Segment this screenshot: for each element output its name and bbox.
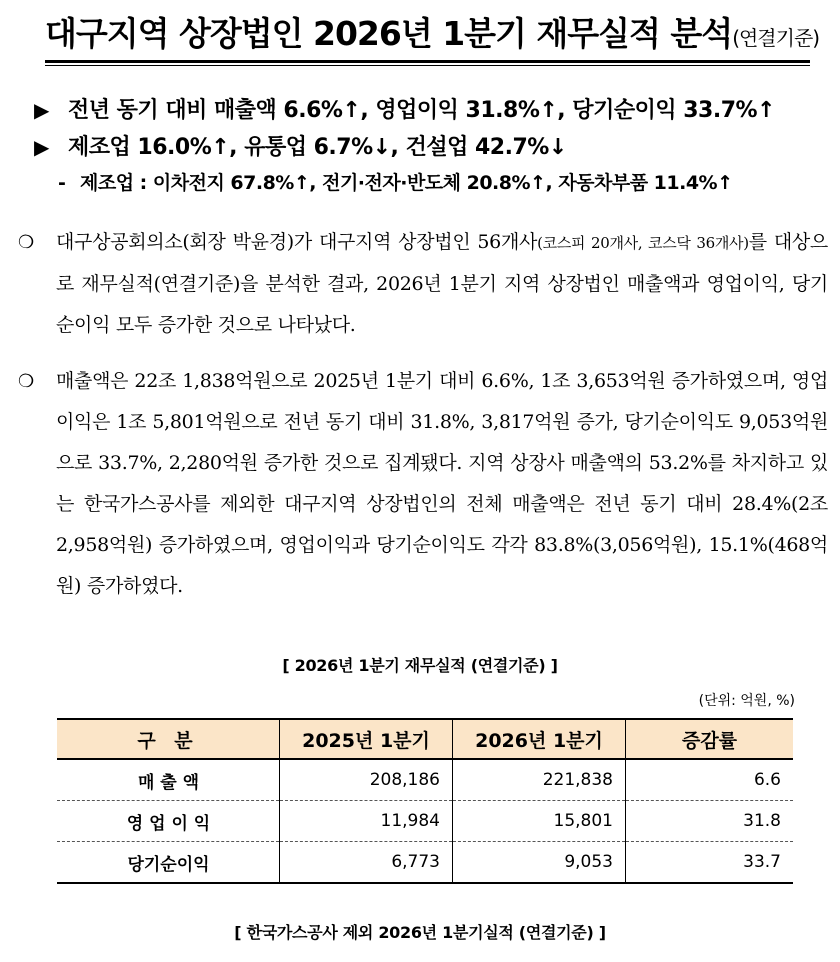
paragraph-1-text [56,222,828,346]
cell-value: 31.8 [626,801,794,842]
cell-value: 11,984 [280,801,453,842]
row-label: 매 출 액 [57,759,280,801]
title-rule-thick [45,60,810,63]
cell-value: 15,801 [453,801,626,842]
summary-box [34,92,824,200]
cell-value: 221,838 [453,759,626,801]
summary-text-2: 제조업 16.0%↑, 유통업 6.7%↓, 건설업 42.7%↓ [68,135,567,160]
summary-text-1: 전년 동기 대비 매출액 6.6%↑, 영업이익 31.8%↑, 당기순이익 33.7%↑ [68,98,775,123]
table-row [57,759,793,801]
triangle-bullet-icon: ▶ [34,98,49,122]
summary-line-3 [34,166,824,200]
table1-unit: (단위: 억원, %) [698,693,795,709]
cell-value: 6.6 [626,759,794,801]
table-row [57,801,793,842]
cell-value: 6,773 [280,842,453,884]
report-title [45,10,820,64]
triangle-bullet-icon: ▶ [34,135,49,159]
header-2025q1: 2025년 1분기 [280,719,453,759]
header-change-rate: 증감률 [626,719,794,759]
header-2026q1: 2026년 1분기 [453,719,626,759]
paragraph-1-part2: (코스피 20개사, 코스닥 36개사) [537,234,749,252]
cell-value: 208,186 [280,759,453,801]
table2-caption: [ 한국가스공사 제외 2026년 1분기실적 (연결기준) ] [234,923,606,942]
financial-table [57,718,793,884]
table-header-row [57,719,793,759]
table-row [57,842,793,884]
paragraph-1 [18,222,828,346]
title-sub: (연결기준) [732,26,820,50]
paragraph-1-part1: 대구상공회의소(회장 박윤경)가 대구지역 상장법인 56개사 [56,231,538,253]
circle-bullet-icon: ❍ [18,232,35,253]
dash-bullet: - [58,172,66,194]
paragraph-1-part3: 를 대상으로 재무실적(연결기준)을 분석한 결과, 2026년 1분기 지역 상장법인 매출액과 영업이익, 당기순이익 모두 증가한 것으로 나타났다. [56,231,828,336]
table1-caption: [ 2026년 1분기 재무실적 (연결기준) ] [282,656,558,675]
paragraph-2 [18,361,828,607]
cell-value: 33.7 [626,842,794,884]
title-rule-thin [45,65,810,66]
summary-text-3: 제조업 : 이차전지 67.8%↑, 전기·전자·반도체 20.8%↑, 자동차부품 11.4%↑ [80,172,733,194]
header-category: 구 분 [57,719,280,759]
row-label: 영 업 이 익 [57,801,280,842]
summary-line-1 [34,92,824,129]
circle-bullet-icon: ❍ [18,371,35,392]
title-main: 대구지역 상장법인 2026년 1분기 재무실적 분석 [45,14,733,53]
cell-value: 9,053 [453,842,626,884]
row-label: 당기순이익 [57,842,280,884]
paragraph-2-text: 매출액은 22조 1,838억원으로 2025년 1분기 대비 6.6%, 1조 3,653억원 증가하였으며, 영업이익은 1조 5,801억원으로 전년 동기 대비 31.8%, 3,817억원 증가, 당기순이익도 9,053억원으로 33.7%, 2,280억원 증가한 것으로 집계됐다. 지역 상장사 매출액의 53.2%를 차지하고 있는 한국가스공사를 제외한 대구지역 상장법인의 전체 매출액은 전년 동기 대비 28.4%(2조 2,958억원) 증가하였으며, 영업이익과 당기순이익도 각각 83.8%(3,056억원), 15.1%(468억원) 증가하였다. [56,370,828,597]
summary-line-2 [34,129,824,166]
